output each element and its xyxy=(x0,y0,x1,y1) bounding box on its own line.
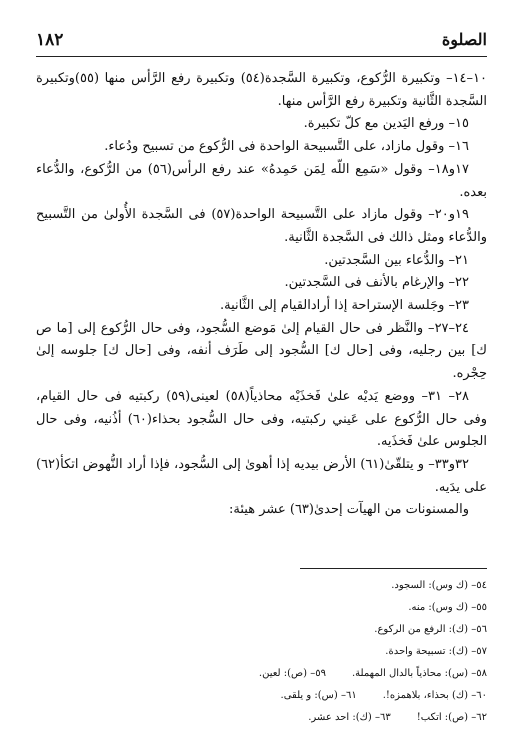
footnote: ٦٢– (ص): اتكب! xyxy=(416,712,487,723)
paragraph: ١٩و٢٠– وقول مازاد على التَّسبيحة الواحدة(٥٧) فى السَّجدة الأُولىٰ من التَّسبيح والدُّعاء ومثل ذالك فى السَّجدة الثَّانية. xyxy=(36,207,487,245)
footnote: ٥٦– (ك): الرفع من الركوع. xyxy=(374,624,487,635)
footnote: ٥٩– (ص): لعين. xyxy=(258,668,326,679)
footnote-line xyxy=(36,575,487,597)
paragraph: ٢١– والدُّعاء بين السَّجدتين. xyxy=(324,252,469,268)
footnote-line xyxy=(36,685,487,707)
paragraph: ٣٢و٣٣– و يتلقّىٰ(٦١) الأرض بيديه إذا أهوىٰ إلى السُّجود، فإذا أراد النُّهوض اتكأ(٦٢) على يدَيه. xyxy=(36,456,487,495)
paragraph: ١٠–١٤– وتكبيرة الرُّكوع، وتكبيرة السَّجدة(٥٤) وتكبيرة رفع الرَّأس منها (٥٥)وتكبيرة السَّجدة الثَّانية وتكبيرة رفع الرَّأس منها. xyxy=(36,71,488,109)
footnote-line xyxy=(36,641,487,663)
footnote: ٦١– (س): و يلقى. xyxy=(280,690,357,701)
main-text xyxy=(36,68,487,522)
paragraph: ٢٨– ٣١– ووضع يَديْه علىٰ فَخذَيْه محاذياً(٥٨) لعينى(٥٩) ركبتيه فى حال القيام، وفى حال الرُّكوع على عَيني ركبتيه، وفى حال السُّجود بحذاء(٦٠) أذُنيه، وفى حال الجلوس علىٰ فَخذَيه. xyxy=(36,388,487,450)
footnote-line xyxy=(36,663,487,685)
paragraph: ١٥– ورفع اليَدين مع كلّ تكبيرة. xyxy=(303,116,469,132)
paragraph: ١٧و١٨– وقول «سَمِع اللّه لِمَن حَمِدهُ» عند رفع الرأس(٥٦) من الرُّكوع، والدُّعاء بعده. xyxy=(36,161,487,200)
footnote: ٥٥– (ك وس): منه. xyxy=(408,602,487,613)
footnote-line xyxy=(36,619,487,641)
paragraph: ١٦– وقول مازاد، على التَّسبيحة الواحدة فى الرُّكوع من تسبيح ودُعاء. xyxy=(104,139,469,155)
paragraph: ٢٤–٢٧– والنَّظر فى حال القيام إلىٰ مَوضع السُّجود، وفى حال الرُّكوع إلى [ما ص ك] بين رجليه، وفى [حال ك] السُّجود إلى طَرَف أنفه، وفى [حال ك] جلوسه إلىٰ حِجْره. xyxy=(36,320,487,382)
footnote: ٥٧– (ك): تسبيحة واحدة. xyxy=(385,646,487,657)
footnote: ٦٣– (ك): احد عشر. xyxy=(308,712,391,723)
footnote: ٦٠– (ك) بحذاء، بلاهمزه!. xyxy=(382,690,487,701)
paragraph: والمسنونات من الهيآت إحدىٰ(٦٣) عشر هيئة: xyxy=(229,502,469,518)
footnote-line xyxy=(36,707,487,729)
footnote-rule xyxy=(300,568,487,569)
paragraph: ٢٣– وجَلسة الإستراحة إذا أرادالقيام إلى الثَّانية. xyxy=(220,298,469,314)
header-rule xyxy=(36,56,487,57)
footnote-line xyxy=(36,597,487,619)
header-title: الصلوة xyxy=(441,30,487,49)
page-number: ١٨٢ xyxy=(36,30,64,50)
running-header xyxy=(36,26,487,58)
paragraph: ٢٢– والإرغام بالأنف فى السَّجدتين. xyxy=(284,275,469,291)
footnote: ٥٨– (س): محاذياً بالدال المهملة. xyxy=(351,668,487,679)
footnotes xyxy=(36,575,487,729)
footnote: ٥٤– (ك وس): السجود. xyxy=(391,580,487,591)
